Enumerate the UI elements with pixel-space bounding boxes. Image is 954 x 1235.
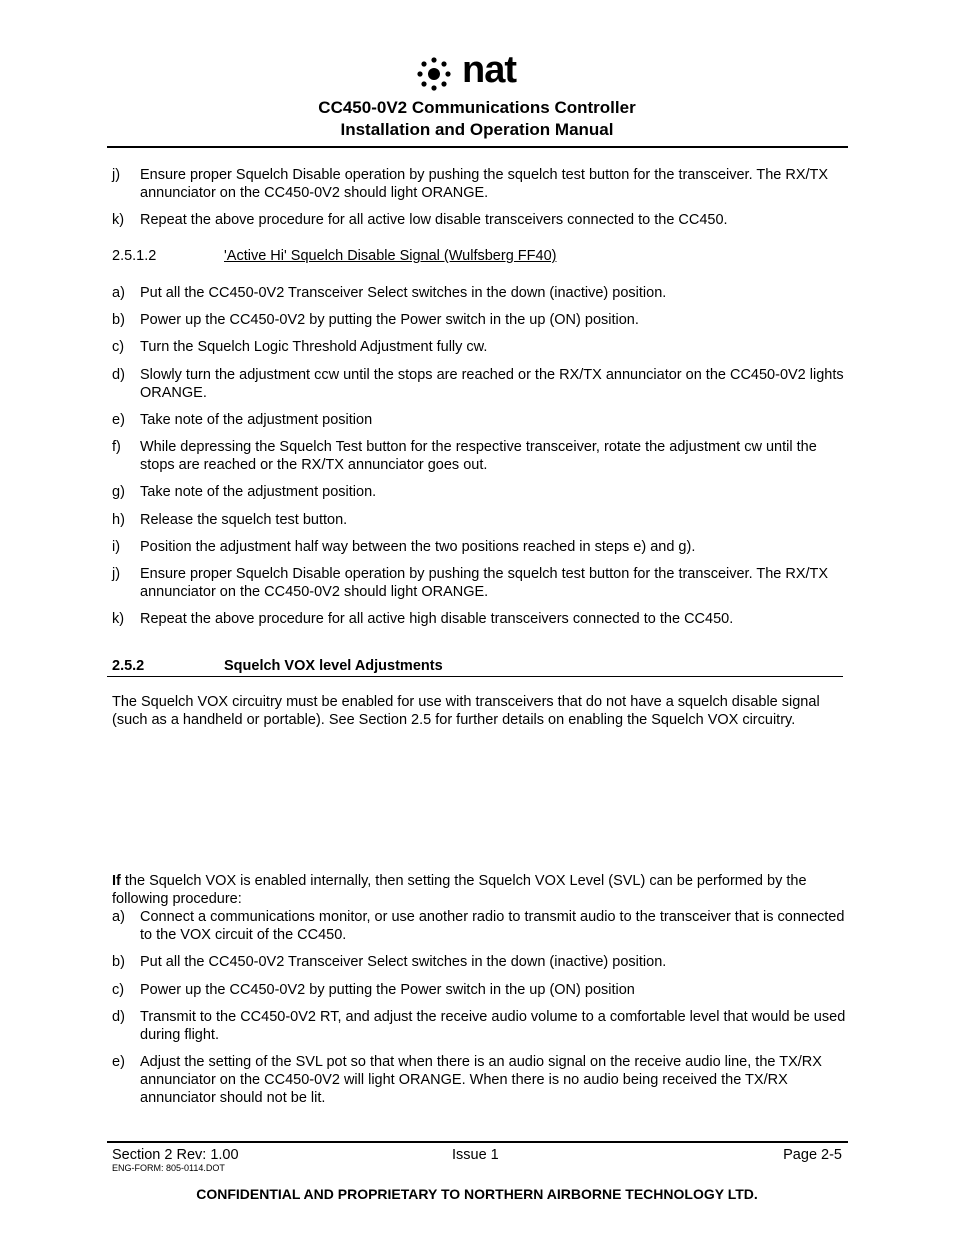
list-item: c) Turn the Squelch Logic Threshold Adjustment fully cw. [112,339,488,355]
document-subtitle: Installation and Operation Manual [340,120,614,139]
list-item: a) Connect a communications monitor, or use another radio to transmit audio to the transceiver that is connected to the VOX circuit of the CC450. [112,909,845,943]
list-item: e) Take note of the adjustment position [112,412,373,428]
procedure-lead: If the Squelch VOX is enabled internally, then setting the Squelch VOX Level (SVL) can be performed by the following procedure: [112,873,807,907]
footer-issue: Issue 1 [452,1147,499,1163]
list-item: j) Ensure proper Squelch Disable operation by pushing the squelch test button for the transceiver. The RX/TX annunciator on the CC450-0V2 should light ORANGE. [112,167,829,201]
list-item: k) Repeat the above procedure for all active high disable transceivers connected to the CC450. [112,611,734,627]
list-item: d) Slowly turn the adjustment ccw until the stops are reached or the RX/TX annunciator on the CC450-0V2 lights ORANGE. [112,367,844,401]
footer-page-number: Page 2-5 [783,1147,842,1163]
list-item: b) Put all the CC450-0V2 Transceiver Select switches in the down (inactive) position. [112,954,667,970]
footer-section: Section 2 Rev: 1.00 [112,1147,239,1163]
logo-text: nat [462,49,516,91]
list-item: h) Release the squelch test button. [112,512,348,528]
list-item: k) Repeat the above procedure for all active low disable transceivers connected to the CC450. [112,212,728,228]
list-item: a) Put all the CC450-0V2 Transceiver Select switches in the down (inactive) position. [112,285,667,301]
list-item: b) Power up the CC450-0V2 by putting the Power switch in the up (ON) position. [112,312,639,328]
list-item: g) Take note of the adjustment position. [112,484,377,500]
section-divider [107,676,843,677]
list-item: f) While depressing the Squelch Test button for the respective transceiver, rotate the adjustment cw until the stops are reached or the RX/TX annunciator goes out. [112,439,817,473]
nat-logo [414,49,544,92]
confidential-notice: CONFIDENTIAL AND PROPRIETARY TO NORTHERN AIRBORNE TECHNOLOGY LTD. [196,1186,758,1202]
list-item: i) Position the adjustment half way between the two positions reached in steps e) and g). [112,539,696,555]
document-title: CC450-0V2 Communications Controller [318,98,636,117]
list-item: j) Ensure proper Squelch Disable operation by pushing the squelch test button for the transceiver. The RX/TX annunciator on the CC450-0V2 should light ORANGE. [112,566,829,600]
list-item: d) Transmit to the CC450-0V2 RT, and adjust the receive audio volume to a comfortable level that would be used during flight. [112,1009,846,1043]
intro-paragraph: The Squelch VOX circuitry must be enabled for use with transceivers that do not have a squelch disable signal (such as a handheld or portable). See Section 2.5 for further details on enabling the Squelch VOX circuitry. [112,694,820,728]
list-item: e) Adjust the setting of the SVL pot so that when there is an audio signal on the receive audio line, the TX/RX annunciator on the CC450-0V2 will light ORANGE. When there is no audio being received the TX/RX annunciator should not be lit. [112,1054,822,1106]
section-heading-2-5-2: 2.5.2 Squelch VOX level Adjustments [112,658,443,674]
list-item: c) Power up the CC450-0V2 by putting the Power switch in the up (ON) position [112,982,635,998]
section-heading-2-5-1-2: 2.5.1.2 'Active Hi' Squelch Disable Signal (Wulfsberg FF40) [112,248,557,264]
footer-form-id: ENG-FORM: 805-0114.DOT [112,1163,225,1173]
header-divider [107,146,848,148]
footer-divider [107,1141,848,1143]
nat-star-logo-icon [414,56,458,92]
